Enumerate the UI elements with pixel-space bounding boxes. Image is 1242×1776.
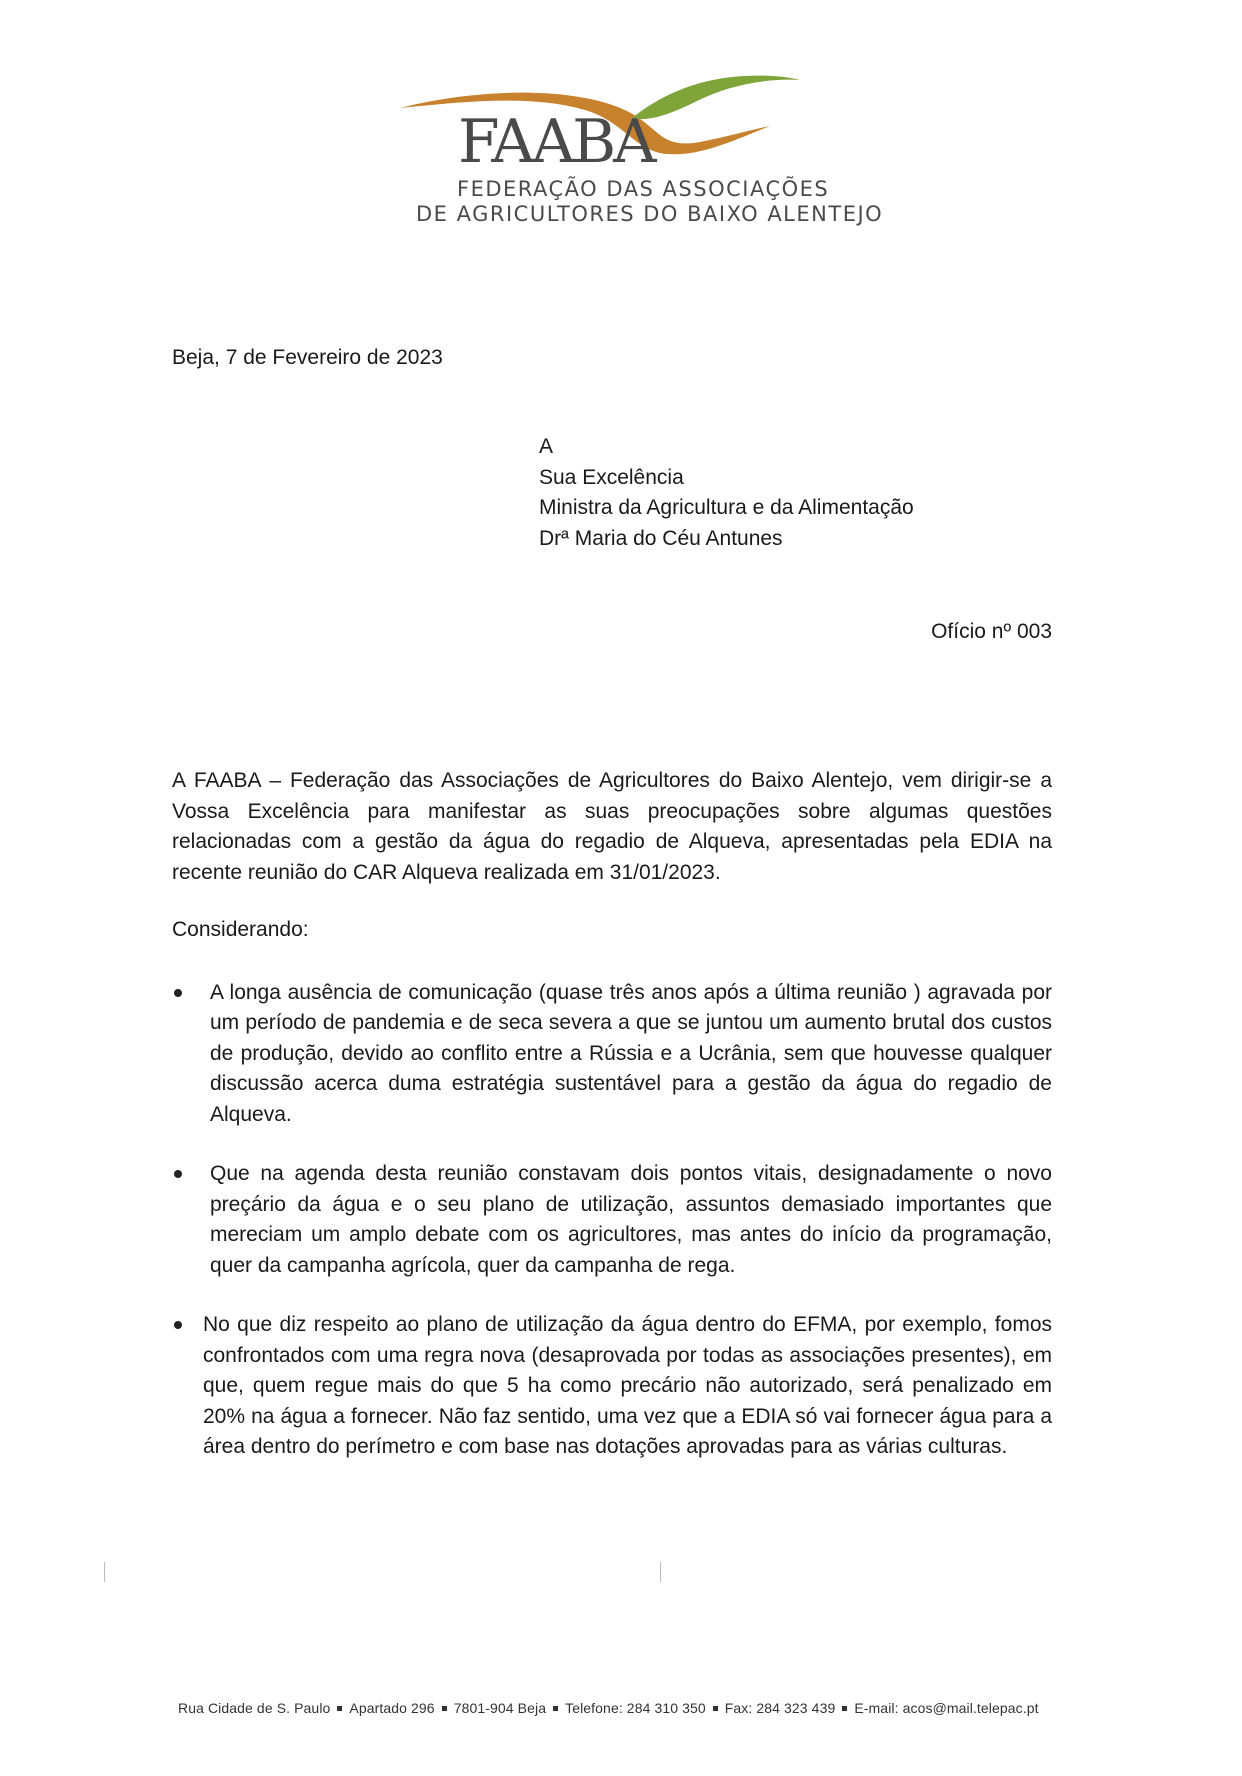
footer-email: E-mail: acos@mail.telepac.pt (854, 1700, 1039, 1716)
list-item-text: Que na agenda desta reunião constavam dois pontos vitais, designadamente o novo preçário da água e o seu plano de utilização, assuntos demasiado importantes que mereciam um amplo debate com os agricultores, mas antes do início da programação, quer da campanha agrícola, quer da campanha de rega. (210, 1162, 1052, 1277)
letter-date: Beja, 7 de Fevereiro de 2023 (172, 346, 443, 369)
list-item-text: A longa ausência de comunicação (quase três anos após a última reunião ) agravada por um período de pandemia e de seca severa a que se juntou um aumento brutal dos custos de produção, devido ao conflito entre a Rússia e a Ucrânia, sem que houvesse qualquer discussão acerca duma estratégia sustentável para a gestão da água do regadio de Alqueva. (210, 980, 1052, 1126)
separator-icon (713, 1706, 718, 1711)
letter-body (172, 766, 1052, 1492)
recipient-line: Sua Excelência (539, 465, 684, 489)
org-name-line-2: DE AGRICULTORES DO BAIXO ALENTEJO (416, 202, 884, 226)
logo-wordmark: FAABA (458, 107, 654, 177)
list-item-text: No que diz respeito ao plano de utilização da água dentro do EFMA, por exemplo, fomos confrontados com uma regra nova (desaprovada por todas as associações presentes), em que, quem regue mais do que 5 ha como precário não autorizado, será penalizado em 20% na água a fornecer. Não faz sentido, uma vez que a EDIA só vai fornecer água para a área dentro do perímetro e com base nas dotações aprovadas para as várias culturas. (203, 1313, 1052, 1458)
bullet-icon (174, 1170, 182, 1178)
bullet-icon (174, 1321, 182, 1329)
list-item (172, 1159, 1052, 1281)
scan-mark (104, 1562, 105, 1582)
footer-po-box: Apartado 296 (349, 1700, 435, 1716)
separator-icon (553, 1706, 558, 1711)
separator-icon (337, 1706, 342, 1711)
letter-reference: Ofício nº 003 (931, 620, 1052, 643)
faaba-logo (400, 72, 884, 242)
org-name-line-1: FEDERAÇÃO DAS ASSOCIAÇÕES (457, 177, 830, 201)
recipient-line: Ministra da Agricultura e da Alimentação (539, 496, 914, 519)
separator-icon (842, 1706, 847, 1711)
footer-fax: Fax: 284 323 439 (724, 1700, 836, 1716)
scan-mark (660, 1562, 661, 1582)
footer-address: Rua Cidade de S. Paulo (178, 1700, 331, 1716)
recipient-line: Drª Maria do Céu Antunes (539, 526, 783, 550)
bullet-icon (174, 989, 182, 997)
footer-postcode: 7801-904 Beja (453, 1700, 547, 1716)
considering-heading: Considerando: (172, 918, 309, 941)
separator-icon (442, 1706, 447, 1711)
footer-phone: Telefone: 284 310 350 (565, 1700, 706, 1716)
recipient-address (539, 432, 914, 554)
intro-paragraph: A FAABA – Federação das Associações de Agricultores do Baixo Alentejo, vem dirigir-se a Vossa Excelência para manifestar as suas preocupações sobre algumas questões relacionadas com a gestão da água do regadio de Alqueva, apresentadas pela EDIA na recente reunião do CAR Alqueva realizada em 31/01/2023. (172, 769, 1052, 884)
recipient-line: A (539, 435, 554, 458)
considerations-list (172, 978, 1052, 1463)
list-item (172, 1310, 1052, 1463)
list-item (172, 978, 1052, 1131)
footer-contact (178, 1700, 1039, 1716)
